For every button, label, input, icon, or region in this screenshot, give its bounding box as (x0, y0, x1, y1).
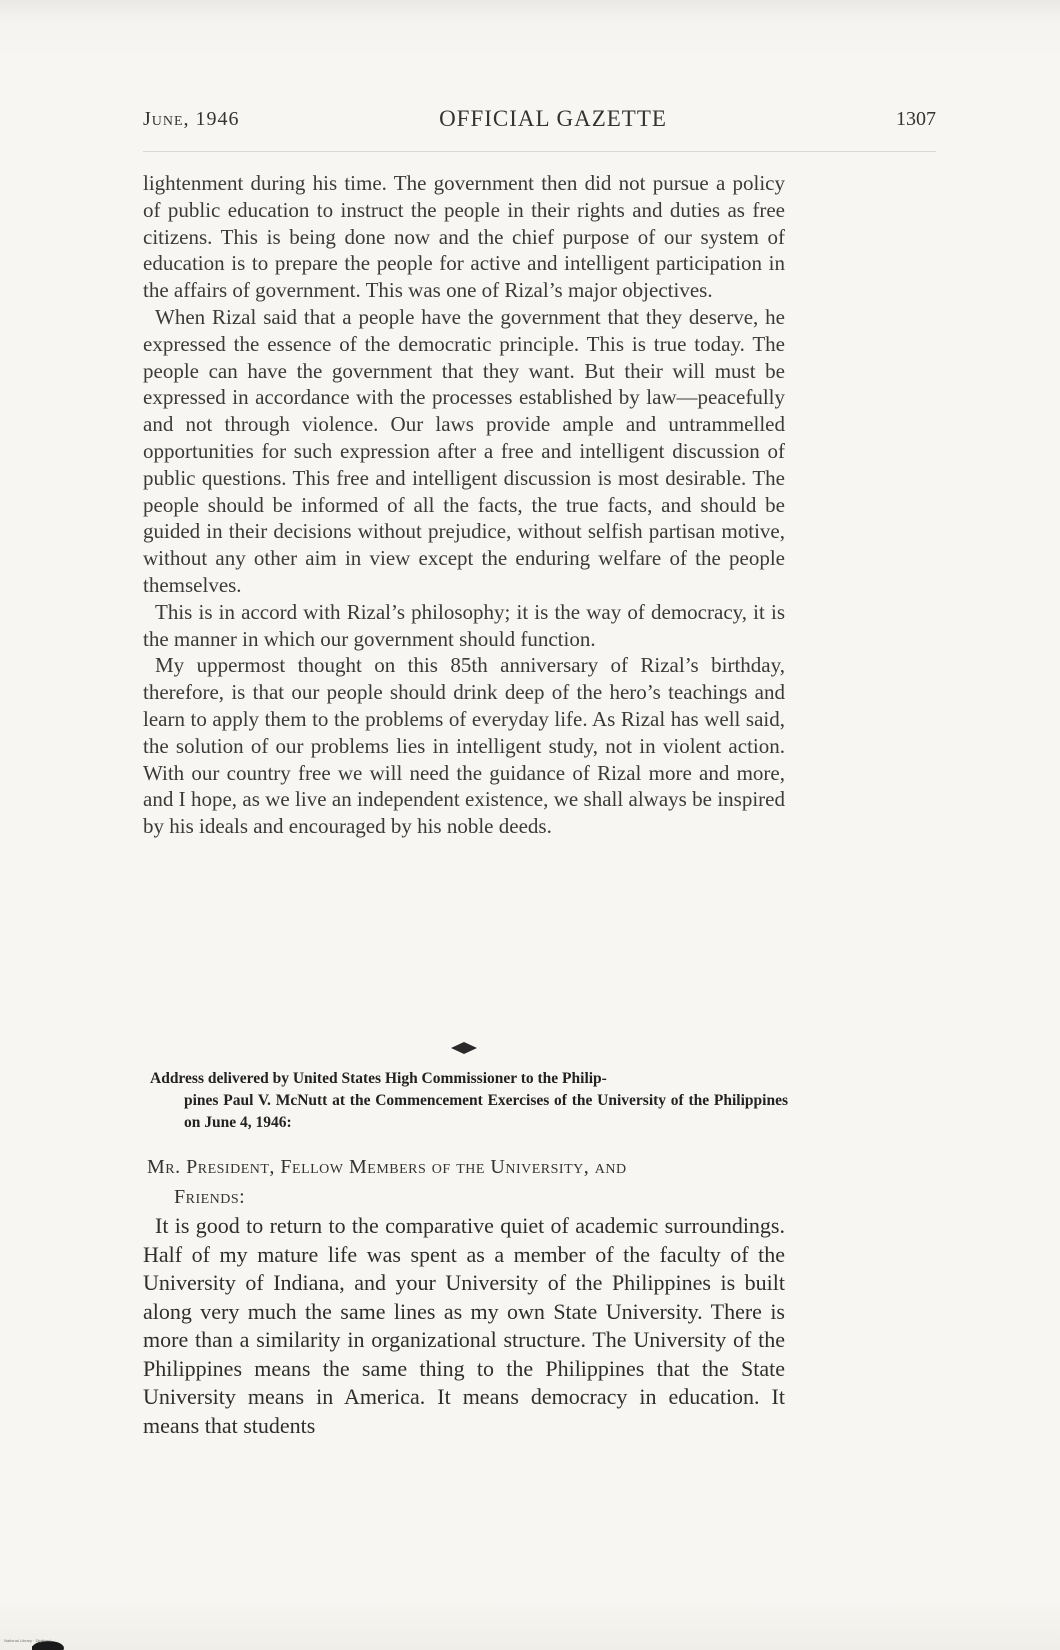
address-caption (150, 1068, 788, 1134)
running-header (143, 108, 936, 138)
salutation (147, 1152, 787, 1212)
caption-line-first: Address delivered by United States High Commissioner to the Philip- (150, 1070, 607, 1087)
header-rule (143, 151, 936, 152)
header-page-number: 1307 (896, 108, 936, 130)
header-date: June, 1946 (143, 108, 240, 130)
paragraph-anniversary-thought: My uppermost thought on this 85th anniversary of Rizal’s birthday, therefore, is that our people should drink deep of the hero’s teachings and learn to apply them to the problems of everyday life. As Rizal has well said, the solution of our problems lies in intelligent study, not in violent action. With our country free we will need the guidance of Rizal more and more, and I hope, as we live an independent existence, we shall always be inspired by his ideals and encouraged by his noble deeds. (143, 653, 785, 839)
salutation-line-first: Mr. President, Fellow Members of the University, and (147, 1156, 627, 1178)
salutation-line-rest: Friends: (174, 1186, 246, 1208)
header-title: OFFICIAL GAZETTE (439, 106, 667, 131)
address-body (143, 1212, 785, 1440)
scan-footer-note: National Library · Digitized (4, 1638, 51, 1643)
paragraph-democratic-principle: When Rizal said that a people have the government that they deserve, he expressed the essence of the democratic principle. This is true today. The people can have the government that they want. But their will must be expressed in accordance with the processes established by law—peacefully and not through violence. Our laws provide ample and untrammelled opportunities for such expression after a free and intelligent discussion of public questions. This free and intelligent discussion is most desirable. The people should be informed of all the facts, the true facts, and should be guided in their decisions without prejudice, without selfish partisan motive, without any other aim in view except the enduring welfare of the people themselves. (143, 304, 785, 597)
paragraph-address-opening: It is good to return to the comparative quiet of academic surroundings. Half of my mature life was spent as a member of the faculty of the University of Indiana, and your University of the Philippines is built along very much the same lines as my own State University. There is more than a similarity in organizational structure. The University of the Philippines means the same thing to the Philippines that the State University means in America. It means democracy in education. It means that students (143, 1213, 785, 1438)
caption-line-rest: pines Paul V. McNutt at the Commencement Exercises of the University of the Philippines on June 4, 1946: (184, 1092, 788, 1131)
paragraph-continuation: lightenment during his time. The government then did not pursue a policy of public education to instruct the people in their rights and duties as free citizens. This is being done now and the chief purpose of our system of education is to prepare the people for active and intelligent participation in the affairs of government. This was one of Rizal’s major objectives. (143, 171, 785, 303)
article-body (143, 170, 785, 840)
paragraph-rizal-philosophy: This is in accord with Rizal’s philosophy; it is the way of democracy, it is the manner in which our government should function. (143, 599, 785, 651)
diamond-ornament-icon (451, 1041, 477, 1055)
